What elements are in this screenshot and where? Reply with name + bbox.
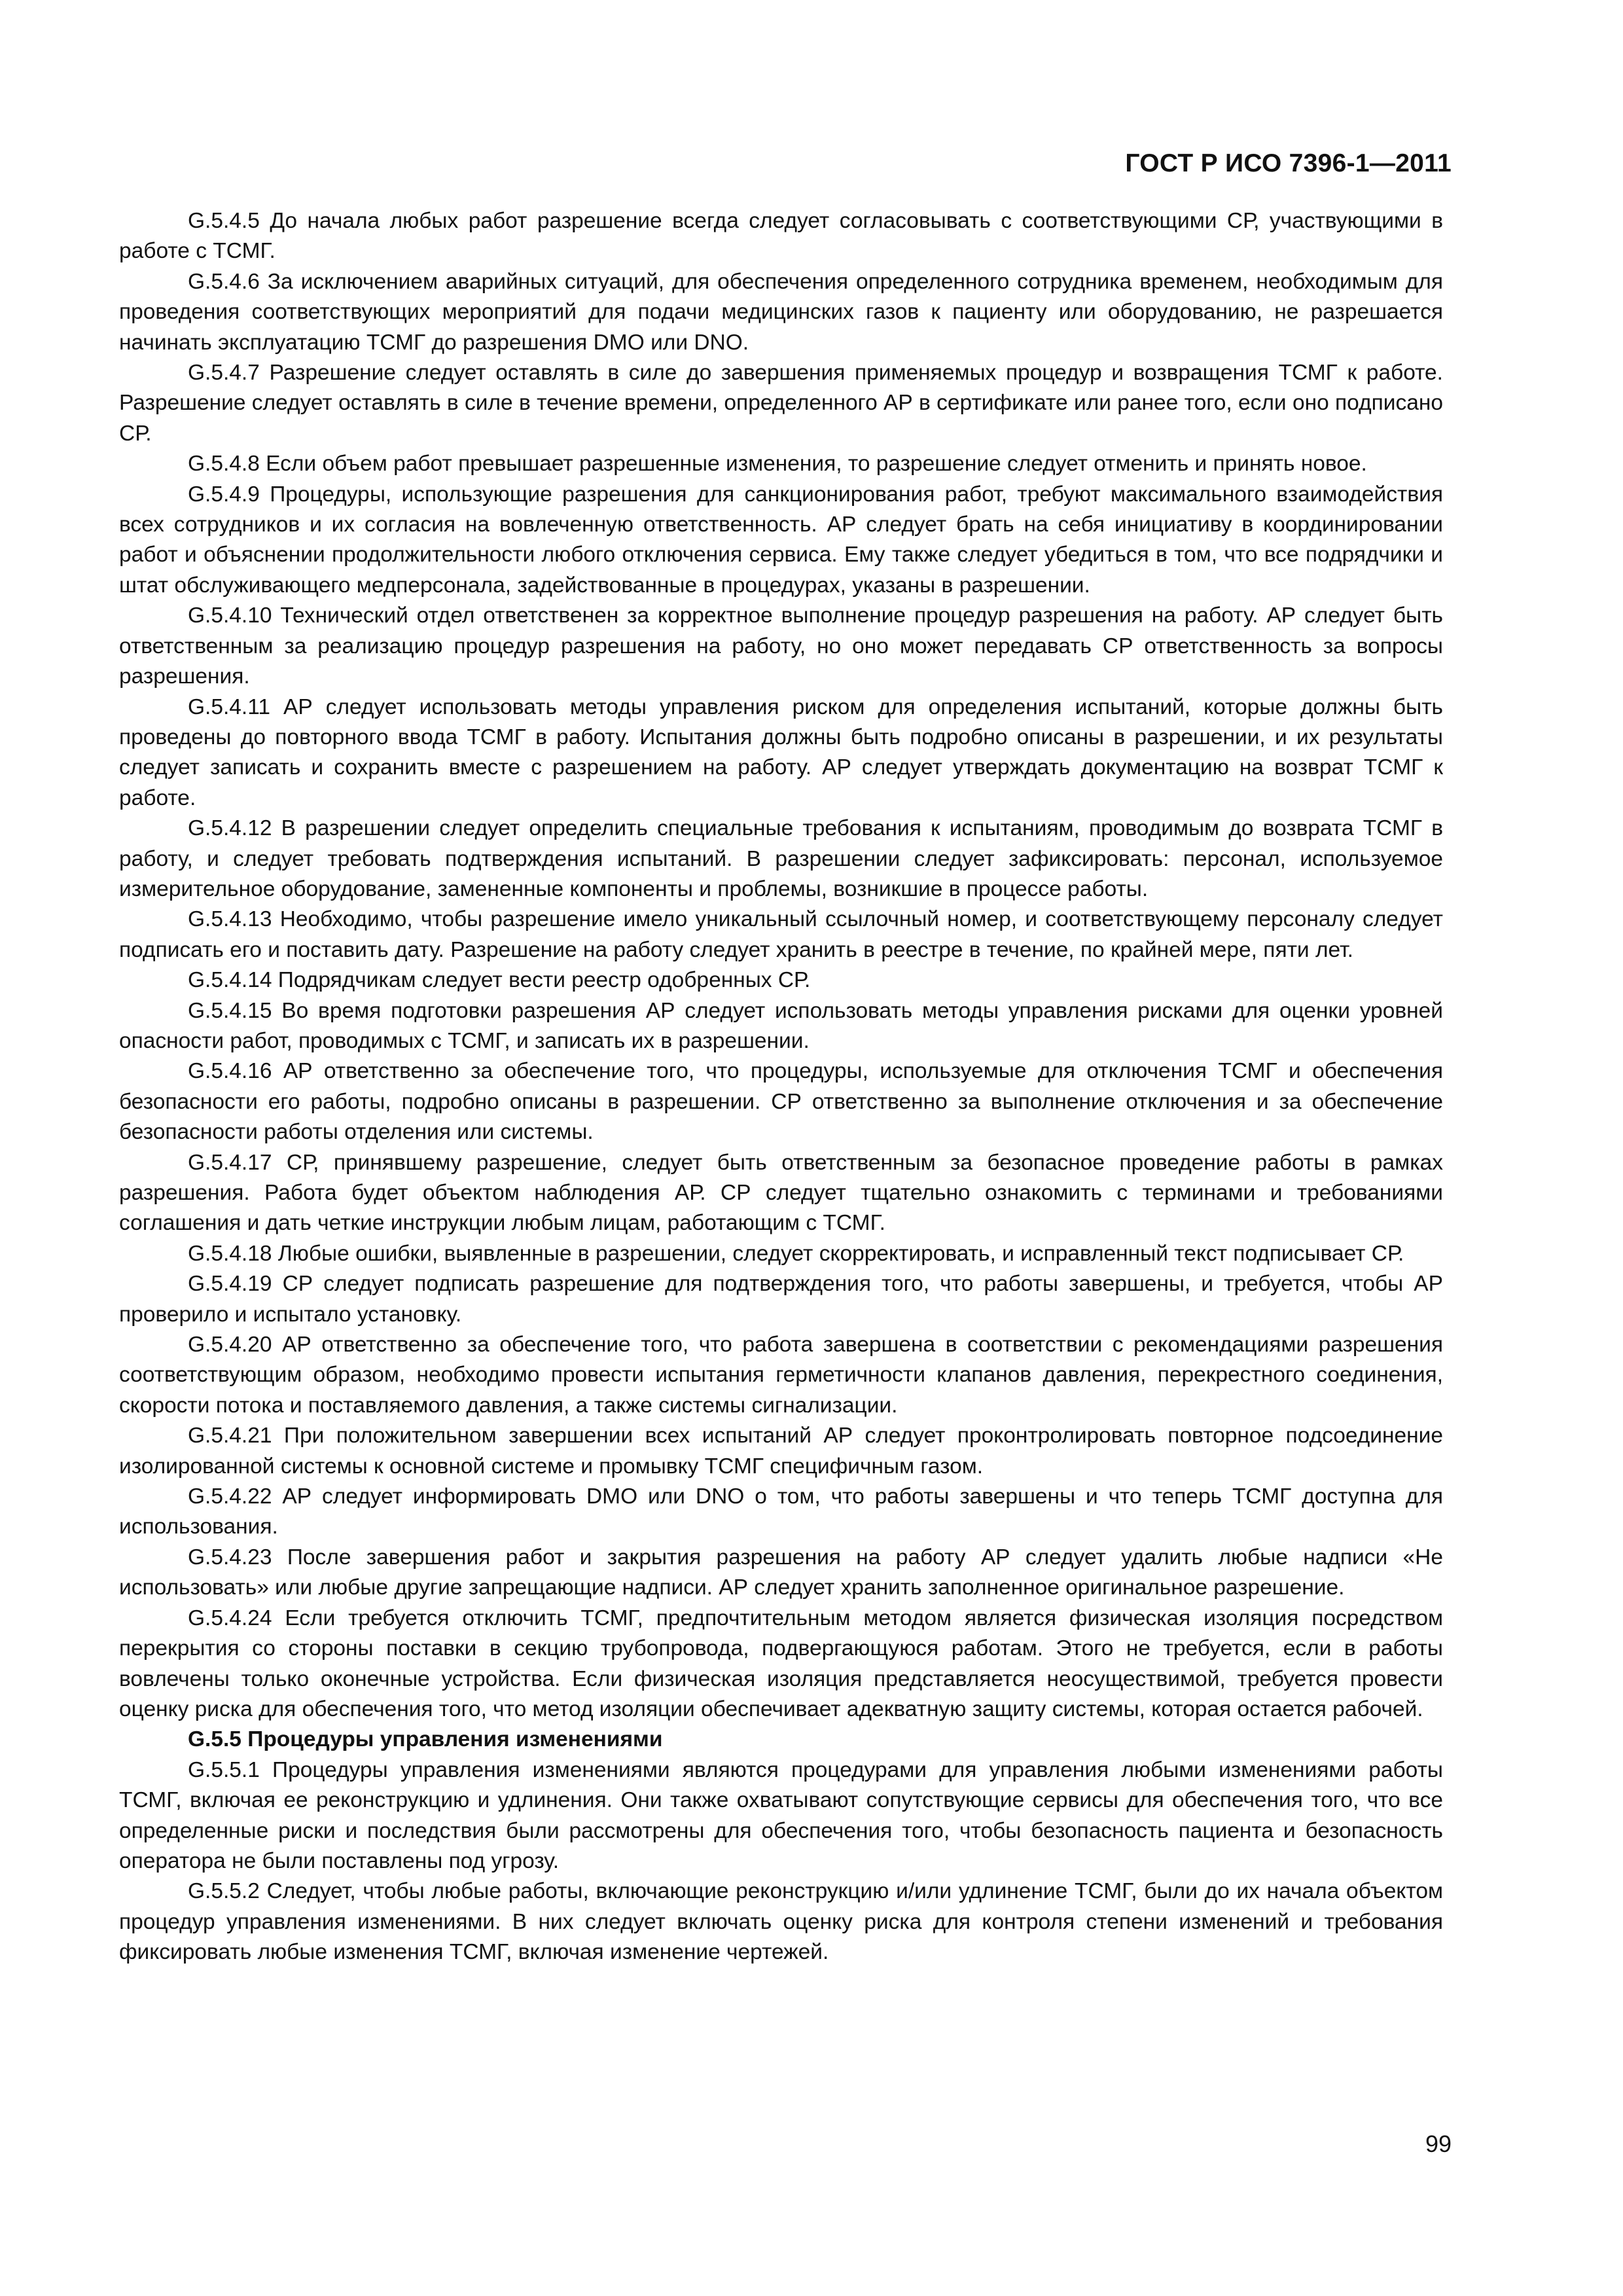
paragraph-g-5-4-9: G.5.4.9 Процедуры, использующие разрешения для санкционирования работ, требуют максимального взаимодействия всех сотрудников и их согласия на вовлеченную ответственность. АР следует брать на себя инициативу в координировании работ и объяснении продолжительности любого отключения сервиса. Ему также следует убедиться в том, что все подрядчики и штат обслуживающего медперсонала, задействованные в процедурах, указаны в разрешении. — [119, 482, 1443, 598]
paragraph-g-5-4-7: G.5.4.7 Разрешение следует оставлять в силе до завершения применяемых процедур и возвращения ТСМГ к работе. Разрешение следует оставлять в силе в течение времени, определенного АР в сертификате или ранее того, если оно подписано СР. — [119, 361, 1443, 446]
paragraph-g-5-4-20: G.5.4.20 АР ответственно за обеспечение того, что работа завершена в соответствии с рекомендациями разрешения соответствующим образом, необходимо провести испытания герметичности клапанов давления, перекрестного соединения, скорости потока и поставляемого давления, а также системы сигнализации. — [119, 1333, 1443, 1418]
paragraph-g-5-4-23: G.5.4.23 После завершения работ и закрытия разрешения на работу АР следует удалить любые надписи «Не использовать» или любые другие запрещающие надписи. АР следует хранить заполненное оригинальное разрешение. — [119, 1545, 1443, 1600]
paragraph-g-5-4-11: G.5.4.11 АР следует использовать методы управления риском для определения испытаний, которые должны быть проведены до повторного ввода ТСМГ в работу. Испытания должны быть подробно описаны в разрешении, и их результаты следует записать и сохранить вместе с разрешением на работу. АР следует утверждать документацию на возврат ТСМГ к работе. — [119, 694, 1443, 810]
paragraph-g-5-4-5: G.5.4.5 До начала любых работ разрешение всегда следует согласовывать с соответствующими СР, участвующими в работе с ТСМГ. — [119, 209, 1443, 264]
paragraph-g-5-4-21: G.5.4.21 При положительном завершении всех испытаний АР следует проконтролировать повторное подсоединение изолированной системы к основной системе и промывку ТСМГ специфичным газом. — [119, 1424, 1443, 1479]
paragraph-g-5-5-2: G.5.5.2 Следует, чтобы любые работы, включающие реконструкцию и/или удлинение ТСМГ, были до их начала объектом процедур управления изменениями. В них следует включать оценку риска для контроля степени изменений и требования фиксировать любые изменения ТСМГ, включая изменение чертежей. — [119, 1879, 1443, 1965]
page-number: 99 — [1425, 2130, 1452, 2157]
paragraph-g-5-4-18: G.5.4.18 Любые ошибки, выявленные в разрешении, следует скорректировать, и исправленный текст подписывает СР. — [188, 1241, 1404, 1266]
paragraph-g-5-4-17: G.5.4.17 СР, принявшему разрешение, следует быть ответственным за безопасное проведение работы в рамках разрешения. Работа будет объектом наблюдения АР. СР следует тщательно ознакомить с терминами и требованиями соглашения и дать четкие инструкции любым лицам, работающим с ТСМГ. — [119, 1150, 1443, 1236]
paragraph-g-5-4-13: G.5.4.13 Необходимо, чтобы разрешение имело уникальный ссылочный номер, и соответствующему персоналу следует подписать его и поставить дату. Разрешение на работу следует хранить в реестре в течение, по крайней мере, пяти лет. — [119, 907, 1443, 962]
body-text — [119, 206, 1443, 1968]
paragraph-g-5-4-16: G.5.4.16 АР ответственно за обеспечение того, что процедуры, используемые для отключения ТСМГ и обеспечения безопасности его работы, подробно описаны в разрешении. СР ответственно за выполнение отключения и за обеспечение безопасности работы отделения или системы. — [119, 1059, 1443, 1145]
paragraph-g-5-4-6: G.5.4.6 За исключением аварийных ситуаций, для обеспечения определенного сотрудника временем, необходимым для проведения соответствующих мероприятий для подачи медицинских газов к пациенту или оборудованию, не разрешается начинать эксплуатацию ТСМГ до разрешения DMO или DNO. — [119, 269, 1443, 355]
section-heading-g-5-5: G.5.5 Процедуры управления изменениями — [188, 1727, 663, 1752]
paragraph-g-5-4-8: G.5.4.8 Если объем работ превышает разрешенные изменения, то разрешение следует отменить и принять новое. — [188, 452, 1367, 476]
paragraph-g-5-4-12: G.5.4.12 В разрешении следует определить специальные требования к испытаниям, проводимым до возврата ТСМГ в работу, и следует требовать подтверждения испытаний. В разрешении следует зафиксировать: персонал, используемое измерительное оборудование, замененные компоненты и проблемы, возникшие в процессе работы. — [119, 816, 1443, 901]
paragraph-g-5-4-14: G.5.4.14 Подрядчикам следует вести реестр одобренных СР. — [188, 968, 811, 993]
paragraph-g-5-4-24: G.5.4.24 Если требуется отключить ТСМГ, предпочтительным методом является физическая изоляция посредством перекрытия со стороны поставки в секцию трубопровода, подвергающуюся работам. Этого не требуется, если в работы вовлечены только оконечные устройства. Если физическая изоляция представляется неосуществимой, требуется провести оценку риска для обеспечения того, что метод изоляции обеспечивает адекватную защиту системы, которая остается рабочей. — [119, 1605, 1443, 1721]
standard-code-header: ГОСТ Р ИСО 7396-1—2011 — [1125, 149, 1452, 177]
paragraph-g-5-5-1: G.5.5.1 Процедуры управления изменениями являются процедурами для управления любыми изменениями работы ТСМГ, включая ее реконструкцию и удлинения. Они также охватывают сопутствующие сервисы для обеспечения того, что все определенные риски и последствия были рассмотрены для обеспечения того, чтобы безопасность пациента и безопасность оператора не были поставлены под угрозу. — [119, 1757, 1443, 1873]
paragraph-g-5-4-19: G.5.4.19 СР следует подписать разрешение для подтверждения того, что работы завершены, и требуется, чтобы АР проверило и испытало установку. — [119, 1272, 1443, 1327]
paragraph-g-5-4-15: G.5.4.15 Во время подготовки разрешения АР следует использовать методы управления рисками для оценки уровней опасности работ, проводимых с ТСМГ, и записать их в разрешении. — [119, 998, 1443, 1053]
paragraph-g-5-4-22: G.5.4.22 АР следует информировать DMO или DNO о том, что работы завершены и что теперь ТСМГ доступна для использования. — [119, 1484, 1443, 1539]
paragraph-g-5-4-10: G.5.4.10 Технический отдел ответственен за корректное выполнение процедур разрешения на работу. АР следует быть ответственным за реализацию процедур разрешения на работу, но оно может передавать СР ответственность за вопросы разрешения. — [119, 603, 1443, 689]
